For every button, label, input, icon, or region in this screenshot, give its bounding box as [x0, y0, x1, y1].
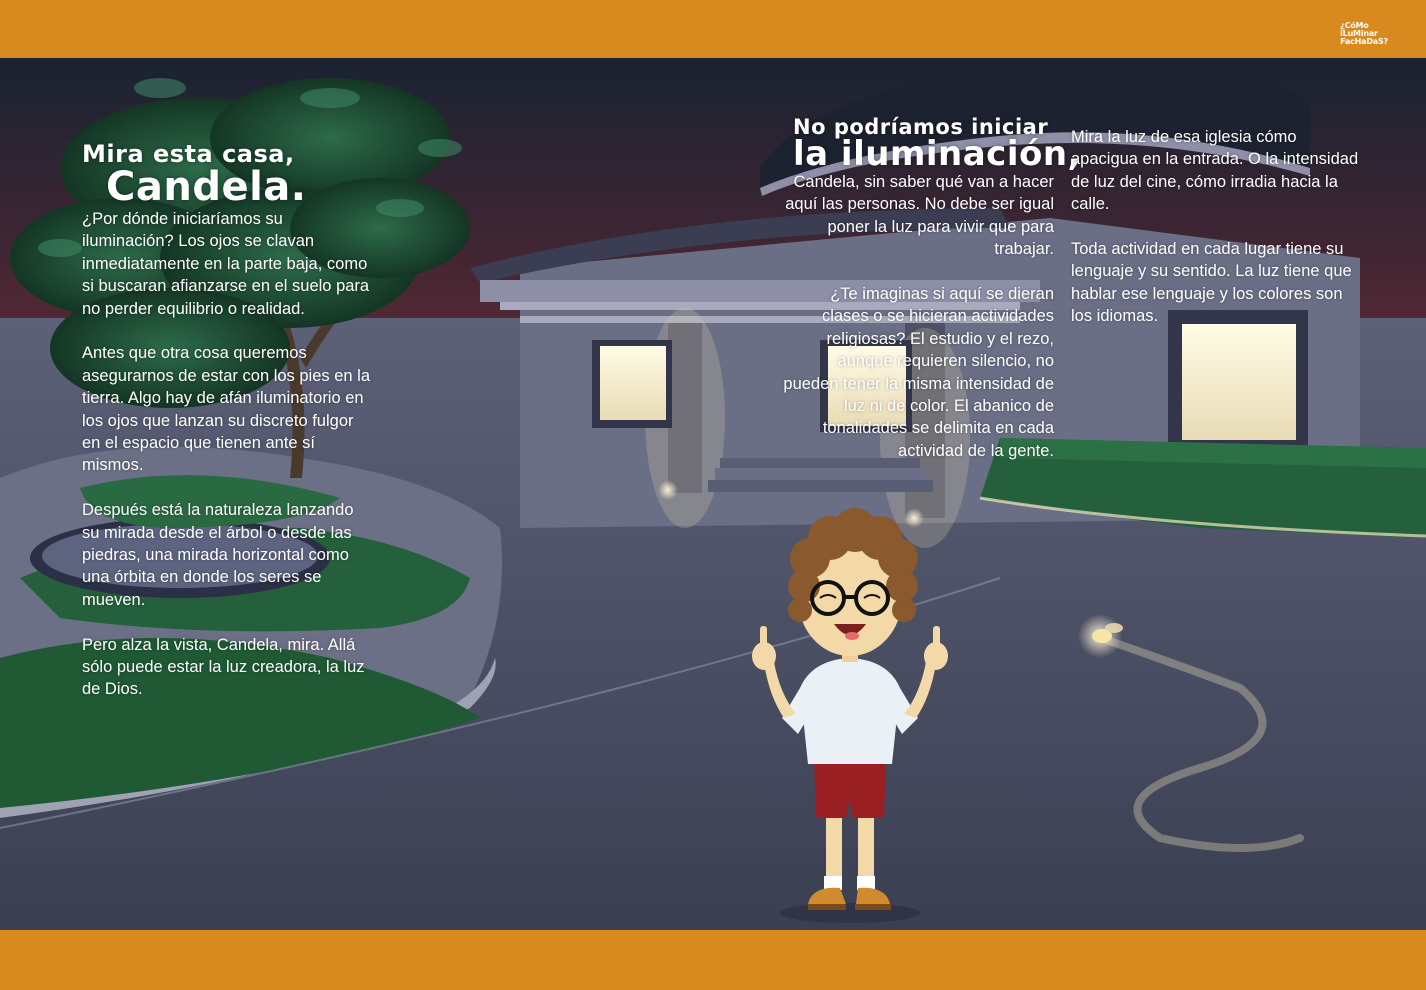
left-text-column: [82, 208, 372, 723]
bottom-band: [0, 930, 1426, 990]
logo-line-3: FacHaDaS?: [1340, 37, 1388, 46]
logo-line-2: iLuMinar: [1340, 29, 1378, 38]
left-heading-large: Candela.: [106, 164, 307, 210]
left-paragraph-3: Después está la naturaleza lanzando su mirada desde el árbol o desde las piedras, una mirada horizontal como una órbita en donde los seres se mueven.: [82, 501, 354, 609]
middle-heading-small: No podríamos iniciar: [793, 115, 1049, 139]
book-logo: [1340, 22, 1388, 46]
left-paragraph-4: Pero alza la vista, Candela, mira. Allá sólo puede estar la luz creadora, la luz de Dios.: [82, 635, 365, 699]
top-band: [0, 0, 1426, 58]
right-text-column: [1071, 126, 1361, 350]
middle-text-column: [782, 171, 1054, 485]
left-paragraph-1: ¿Por dónde iniciaríamos su iluminación? Los ojos se clavan inmediatamente en la parte baja, como si buscaran afianzarse en el suelo para no perder equilibrio o realidad.: [82, 210, 370, 318]
middle-paragraph-2: ¿Te imaginas si aquí se dieran clases o se hicieran actividades religiosas? El estudio y el rezo, aunque requieren silencio, no pueden tener la misma intensidad de luz ni de color. El abanico de tonalidades se delimita en cada actividad de la gente.: [783, 285, 1054, 460]
logo-line-1: ¿CóMo: [1340, 21, 1369, 30]
middle-paragraph-1: Candela, sin saber qué van a hacer aquí las personas. No debe ser igual poner la luz para vivir que para trabajar.: [785, 173, 1054, 259]
left-paragraph-2: Antes que otra cosa queremos asegurarnos de estar con los pies en la tierra. Algo hay de afán iluminatorio en los ojos que lanzan su discreto fulgor en el espacio que tienen ante sí mismos.: [82, 344, 371, 475]
right-paragraph-1: Mira la luz de esa iglesia cómo apacigua en la entrada. O la intensidad de luz del cine, cómo irradia hacia la calle.: [1071, 128, 1359, 214]
middle-heading-large: la iluminación,: [793, 134, 1081, 174]
left-heading-small: Mira esta casa,: [82, 140, 295, 168]
right-paragraph-2: Toda actividad en cada lugar tiene su lenguaje y su sentido. La luz tiene que hablar ese lenguaje y los colores son los idiomas.: [1071, 240, 1352, 326]
